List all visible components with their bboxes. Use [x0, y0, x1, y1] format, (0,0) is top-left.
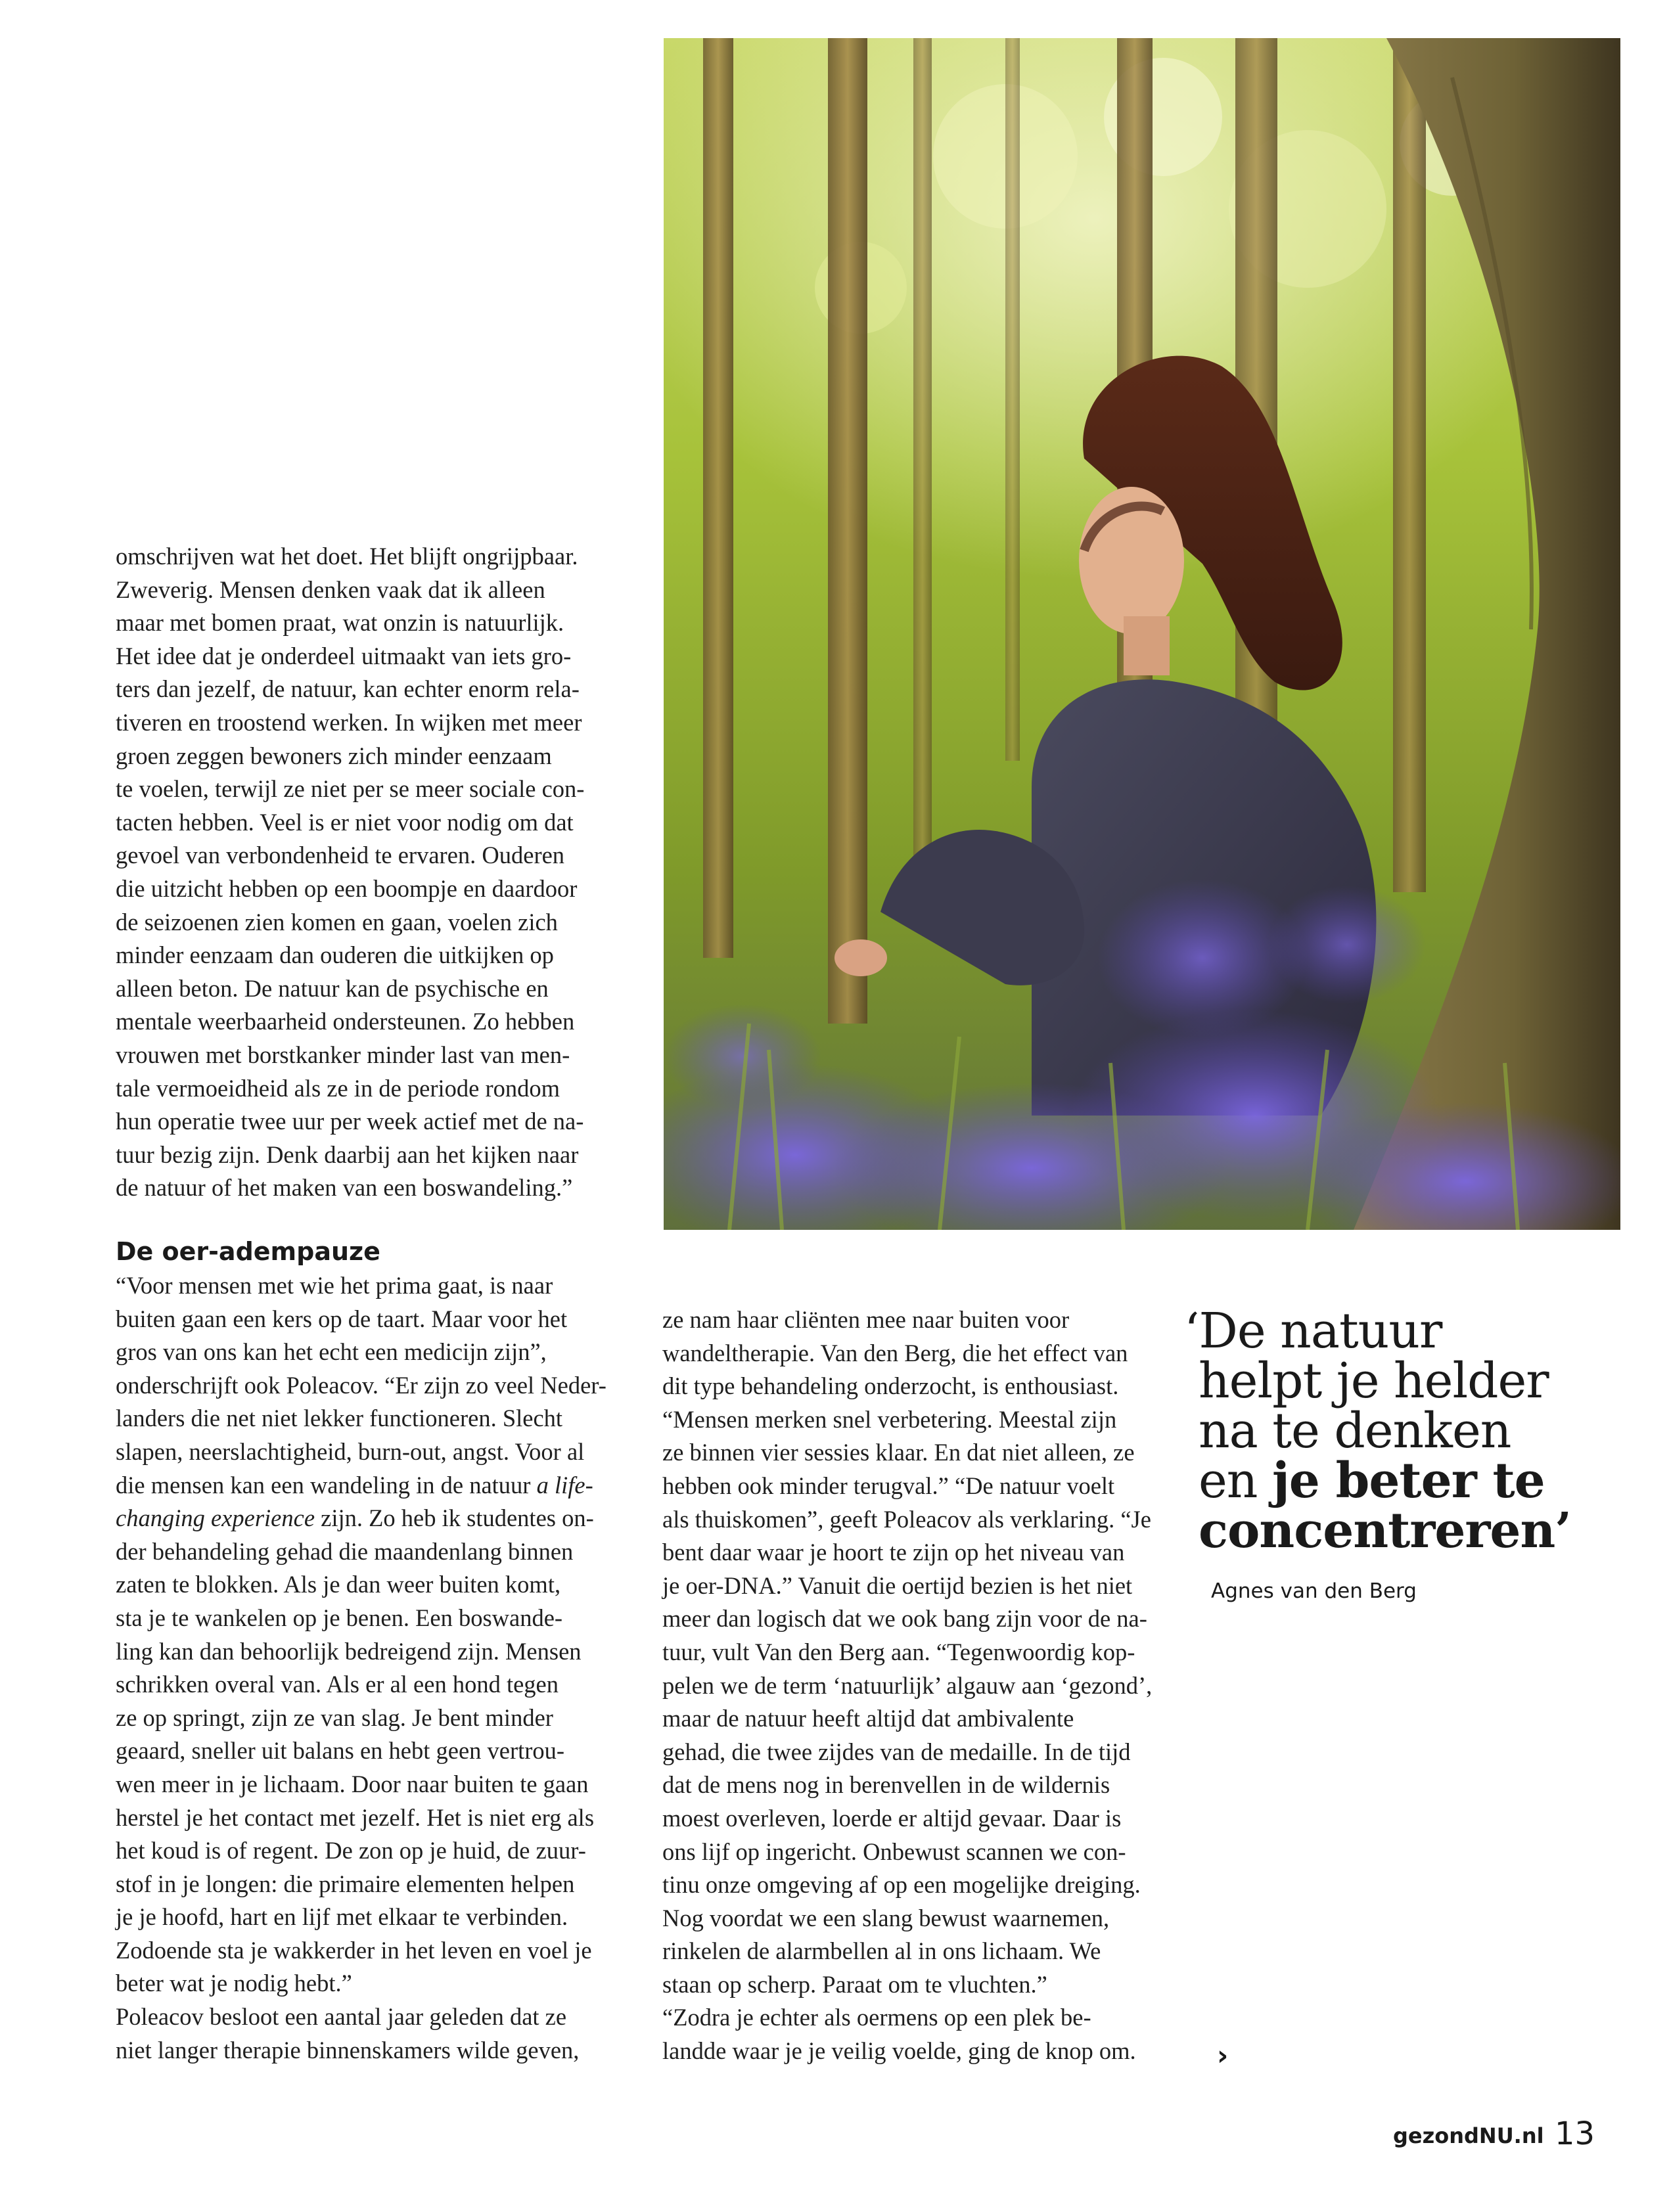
- text-line: moest overleven, loerde er altijd gevaar. Daar is: [662, 1804, 1122, 1832]
- article-column-1-top: [116, 540, 615, 1205]
- text-line: gevoel van verbondenheid te ervaren. Ouderen: [116, 842, 565, 869]
- text-line: tale vermoeidheid als ze in de periode rondom: [116, 1074, 560, 1102]
- pull-quote-emphasis: je beter te: [1271, 1453, 1545, 1509]
- text-line: ters dan jezelf, de natuur, kan echter enorm rela-: [116, 675, 580, 703]
- article-column-2: [662, 1303, 1175, 2068]
- text-line: der behandeling gehad die maandenlang binnen: [116, 1537, 574, 1565]
- text-line: te voelen, terwijl ze niet per se meer sociale con-: [116, 775, 585, 803]
- pull-quote-line: [1199, 1502, 1619, 1559]
- text-line: tacten hebben. Veel is er niet voor nodig om dat: [116, 808, 574, 836]
- text-line: rinkelen de alarmbellen al in ons lichaam. We: [662, 1937, 1101, 1965]
- text-line: “Zodra je echter als oermens op een plek be-: [662, 2004, 1091, 2031]
- pull-quote-line: helpt je helder: [1199, 1353, 1549, 1409]
- forest-photo: [664, 38, 1620, 1230]
- footer-website: gezondNU.nl: [1393, 2123, 1544, 2148]
- text-line: ze nam haar cliënten mee naar buiten voor: [662, 1306, 1070, 1333]
- section-heading: De oer-adempauze: [116, 1237, 380, 1266]
- pull-quote-line: ‘De natuur: [1184, 1303, 1442, 1359]
- text-line: staan op scherp. Paraat om te vluchten.”: [662, 1970, 1047, 1998]
- text-line: je je hoofd, hart en lijf met elkaar te verbinden.: [116, 1903, 568, 1931]
- chevron-right-icon: ›: [1217, 2039, 1229, 2071]
- text-line: buiten gaan een kers op de taart. Maar voor het: [116, 1305, 568, 1332]
- text-line: vrouwen met borstkanker minder last van men-: [116, 1041, 570, 1068]
- text-line: je oer-DNA.” Vanuit die oertijd bezien is het niet: [662, 1571, 1133, 1599]
- page-number: 13: [1555, 2115, 1595, 2152]
- text-line: meer dan logisch dat we ook bang zijn voor de na-: [662, 1605, 1147, 1633]
- text-line: zaten te blokken. Als je dan weer buiten komt,: [116, 1571, 561, 1598]
- text-line: wandeltherapie. Van den Berg, die het effect van: [662, 1339, 1128, 1366]
- text-line: gehad, die twee zijdes van de medaille. In de tijd: [662, 1738, 1131, 1765]
- text-line: onderschrijft ook Poleacov. “Er zijn zo veel Neder-: [116, 1371, 606, 1399]
- text-line: stof in je longen: die primaire elementen helpen: [116, 1870, 575, 1897]
- text-line: “Mensen merken snel verbetering. Meestal zijn: [662, 1405, 1117, 1433]
- text-line: ze binnen vier sessies klaar. En dat niet alleen, ze: [662, 1439, 1135, 1466]
- pull-quote-line: na te denken: [1199, 1403, 1511, 1459]
- text-line: minder eenzaam dan ouderen die uitkijken op: [116, 941, 554, 969]
- text-line: Zweverig. Mensen denken vaak dat ik alleen: [116, 576, 545, 603]
- text-line: wen meer in je lichaam. Door naar buiten te gaan: [116, 1770, 589, 1797]
- text-line: ling kan dan behoorlijk bedreigend zijn. Mensen: [116, 1637, 582, 1665]
- text-line: bent daar waar je hoort te zijn op het niveau van: [662, 1539, 1125, 1566]
- text-line: mentale weerbaarheid ondersteunen. Zo hebben: [116, 1008, 575, 1035]
- pull-quote: [1184, 1303, 1619, 1559]
- text-line: omschrijven wat het doet. Het blijft ongrijpbaar.: [116, 543, 578, 570]
- pull-quote-line: en je beter te: [1199, 1453, 1545, 1509]
- text-line: beter wat je nodig hebt.”: [116, 1970, 352, 1997]
- text-line: hun operatie twee uur per week actief met de na-: [116, 1108, 584, 1135]
- text-line: tuur, vult Van den Berg aan. “Tegenwoordig kop-: [662, 1638, 1135, 1665]
- text-line: Nog voordat we een slang bewust waarnemen,: [662, 1904, 1110, 1931]
- pull-quote-emphasis: concentreren’: [1199, 1502, 1572, 1559]
- quote-attribution: Agnes van den Berg: [1211, 1579, 1417, 1603]
- text-line: sta je te wankelen op je benen. Een boswande-: [116, 1604, 563, 1631]
- text-line: Het idee dat je onderdeel uitmaakt van iets gro-: [116, 642, 572, 669]
- text-line: ons lijf op ingericht. Onbewust scannen we con-: [662, 1838, 1126, 1865]
- text-line: dit type behandeling onderzocht, is enthousiast.: [662, 1372, 1119, 1400]
- text-line: “Voor mensen met wie het prima gaat, is naar: [116, 1272, 553, 1299]
- text-line: die uitzicht hebben op een boompje en daardoor: [116, 874, 578, 902]
- text-line: de seizoenen zien komen en gaan, voelen zich: [116, 908, 558, 936]
- text-line: als thuiskomen”, geeft Poleacov als verklaring. “Je: [662, 1505, 1151, 1533]
- text-line: geaard, sneller uit balans en hebt geen vertrou-: [116, 1737, 565, 1765]
- text-line: changing experience zijn. Zo heb ik studentes on-: [116, 1504, 594, 1532]
- text-line: hebben ook minder terugval.” “De natuur voelt: [662, 1472, 1115, 1499]
- text-line: gros van ons kan het echt een medicijn zijn”,: [116, 1338, 547, 1366]
- text-line: Poleacov besloot een aantal jaar geleden dat ze: [116, 2003, 567, 2031]
- text-line: Zodoende sta je wakkerder in het leven en voel je: [116, 1936, 592, 1964]
- forest-photo-illustration: [664, 38, 1620, 1230]
- text-line: tiveren en troostend werken. In wijken met meer: [116, 708, 582, 736]
- text-line: de natuur of het maken van een boswandeling.”: [116, 1174, 573, 1202]
- text-line: tinu onze omgeving af op een mogelijke dreiging.: [662, 1871, 1141, 1899]
- text-line: herstel je het contact met jezelf. Het is niet erg als: [116, 1803, 595, 1831]
- article-column-1-bottom: [116, 1269, 615, 2067]
- text-line: ze op springt, zijn ze van slag. Je bent minder: [116, 1704, 553, 1731]
- italic-phrase: a life-: [536, 1471, 593, 1499]
- text-line: alleen beton. De natuur kan de psychische en: [116, 974, 549, 1002]
- text-line: die mensen kan een wandeling in de natuur a life-: [116, 1471, 593, 1499]
- text-line: pelen we de term ‘natuurlijk’ algauw aan ‘gezond’,: [662, 1671, 1153, 1699]
- text-line: niet langer therapie binnenskamers wilde geven,: [116, 2036, 580, 2064]
- text-line: maar de natuur heeft altijd dat ambivalente: [662, 1705, 1074, 1732]
- text-line: schrikken overal van. Als er al een hond tegen: [116, 1671, 559, 1698]
- text-line: dat de mens nog in berenvellen in de wildernis: [662, 1771, 1110, 1799]
- text-line: tuur bezig zijn. Denk daarbij aan het kijken naar: [116, 1140, 579, 1168]
- text-line: slapen, neerslachtigheid, burn-out, angst. Voor al: [116, 1437, 585, 1465]
- italic-phrase: changing experience: [116, 1504, 315, 1532]
- text-line: landers die net niet lekker functioneren. Slecht: [116, 1405, 563, 1432]
- text-line: maar met bomen praat, wat onzin is natuurlijk.: [116, 609, 564, 637]
- text-line: landde waar je je veilig voelde, ging de knop om.: [662, 2037, 1136, 2065]
- text-line: het koud is of regent. De zon op je huid, de zuur-: [116, 1837, 586, 1864]
- text-line: groen zeggen bewoners zich minder eenzaam: [116, 742, 552, 769]
